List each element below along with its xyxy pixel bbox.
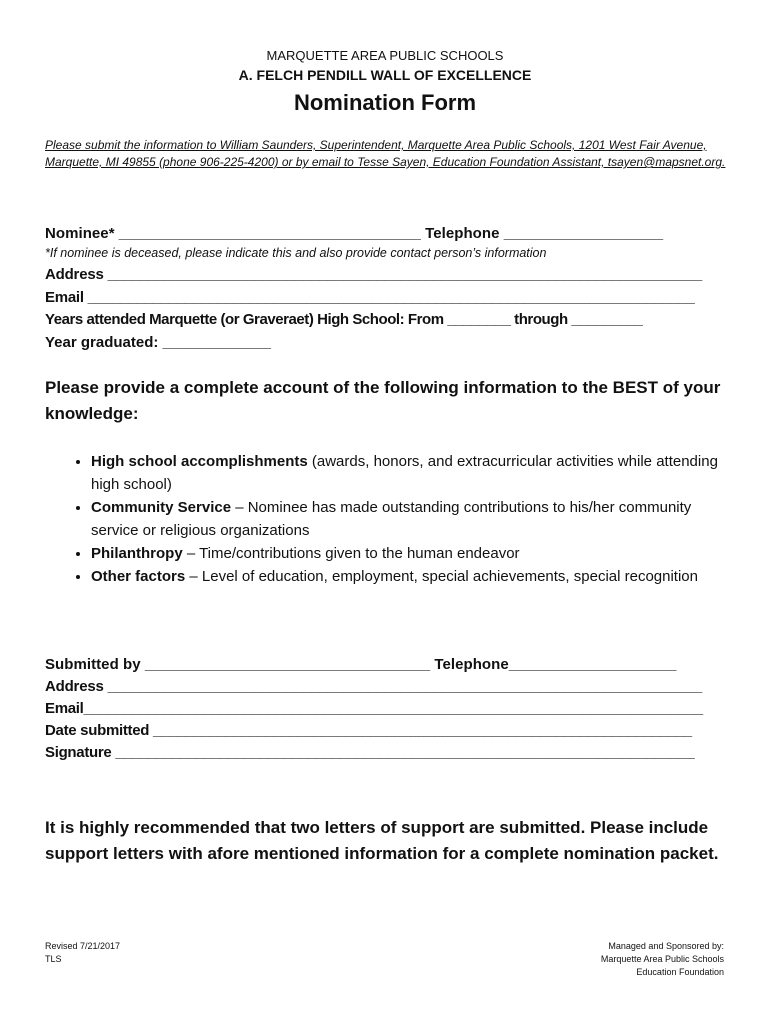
managed-label: Managed and Sponsored by:	[608, 941, 724, 951]
criteria-text: (awards, honors, and extracurricular activities while attending high school)	[91, 453, 718, 493]
submitter-email-field-line[interactable]: Email_____________________________________________________________________________	[45, 700, 703, 717]
sponsor-info	[601, 940, 724, 979]
criteria-label: Philanthropy	[91, 545, 183, 562]
page-title: Nomination Form	[293, 90, 477, 115]
support-letters-recommendation: It is highly recommended that two letters of support are submitted. Please include support letters with afore mentioned information for a complete nomination packet.	[45, 818, 719, 863]
date-submitted-field-line[interactable]: Date submitted ___________________________________________________________________	[45, 722, 692, 739]
revised-date: Revised 7/21/2017	[45, 941, 121, 951]
criteria-list	[45, 450, 741, 588]
criteria-label: Community Service	[91, 499, 232, 516]
nominee-telephone-field-line[interactable]: Nominee* ____________________________________ Telephone ___________________	[45, 225, 664, 242]
years-attended-field-line[interactable]: Years attended Marquette (or Graveraet) High School: From ________ through _________	[45, 311, 643, 328]
author-initials: TLS	[45, 954, 62, 964]
sponsor-foundation: Education Foundation	[636, 967, 724, 977]
year-graduated-field-line[interactable]: Year graduated: _____________	[45, 334, 271, 351]
nominee-address-field-line[interactable]: Address _________________________________________________________________________	[45, 266, 702, 283]
criteria-label: High school accomplishments	[91, 453, 308, 470]
criteria-text: – Time/contributions given to the human endeavor	[182, 545, 520, 562]
information-prompt: Please provide a complete account of the following information to the BEST of your knowledge:	[45, 378, 721, 423]
list-item	[91, 496, 741, 542]
revision-info	[45, 940, 120, 966]
deceased-note: *If nominee is deceased, please indicate this and also provide contact person’s information	[45, 246, 547, 260]
list-item	[91, 450, 741, 496]
nominee-email-field-line[interactable]: Email ___________________________________________________________________________	[45, 289, 695, 306]
list-item	[91, 542, 741, 565]
criteria-text: – Nominee has made outstanding contributions to his/her community service or religious organizations	[91, 499, 692, 539]
organization-name: MARQUETTE AREA PUBLIC SCHOOLS	[266, 48, 504, 63]
list-item	[91, 565, 741, 588]
criteria-text: – Level of education, employment, special achievements, special recognition	[185, 568, 698, 585]
wall-of-excellence-title: A. FELCH PENDILL WALL OF EXCELLENCE	[238, 67, 532, 83]
signature-field-line[interactable]: Signature ________________________________________________________________________	[45, 744, 695, 761]
sponsor-schools: Marquette Area Public Schools	[600, 954, 724, 964]
submitted-by-telephone-field-line[interactable]: Submitted by __________________________________ Telephone____________________	[45, 656, 677, 673]
submission-instructions: Please submit the information to William Saunders, Superintendent, Marquette Area Public Schools, 1201 West Fair Avenue, Marquette, MI 49855 (phone 906-225-4200) or by email to Tesse Sayen, Education Foundation Assistant, tsayen@mapsnet.org.	[45, 138, 726, 169]
criteria-label: Other factors	[91, 568, 186, 585]
submitter-address-field-line[interactable]: Address _________________________________________________________________________	[45, 678, 702, 695]
